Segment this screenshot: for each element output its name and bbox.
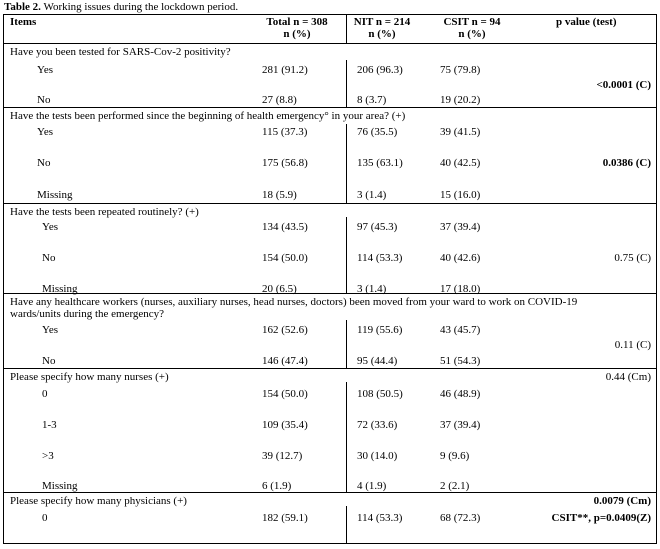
cell-csit: 68 (72.3) <box>440 512 481 524</box>
p-value: <0.0001 (C) <box>596 79 651 91</box>
header-nit: NIT n = 214 <box>353 16 411 28</box>
column-divider <box>346 506 347 544</box>
cell-total: 146 (47.4) <box>262 355 308 367</box>
row-label: No <box>37 94 51 106</box>
question: Have the tests been repeated routinely? (+) <box>10 206 199 218</box>
cell-total: 27 (8.8) <box>262 94 297 106</box>
cell-nit: 76 (35.5) <box>357 126 398 138</box>
cell-csit: 15 (16.0) <box>440 189 481 201</box>
header-items: Items <box>10 16 37 28</box>
cell-total: 18 (5.9) <box>262 189 297 201</box>
column-divider <box>346 124 347 203</box>
cell-nit: 135 (63.1) <box>357 157 403 169</box>
cell-nit: 119 (55.6) <box>357 324 403 336</box>
cell-nit: 206 (96.3) <box>357 64 403 76</box>
post-hoc-note: CSIT**, p=0.0409(Z) <box>551 512 651 524</box>
p-value: 0.11 (C) <box>614 339 651 351</box>
cell-nit: 95 (44.4) <box>357 355 398 367</box>
cell-total: 162 (52.6) <box>262 324 308 336</box>
question: Have you been tested for SARS-Cov-2 positivity? <box>10 46 231 58</box>
question: Have the tests been performed since the beginning of health emergency° in your area? (+) <box>10 110 406 122</box>
cell-csit: 75 (79.8) <box>440 64 481 76</box>
cell-nit: 108 (50.5) <box>357 388 403 400</box>
header-divider <box>4 43 656 44</box>
row-label: Yes <box>37 64 54 76</box>
row-label: Missing <box>42 480 78 492</box>
cell-total: 182 (59.1) <box>262 512 308 524</box>
cell-csit: 40 (42.6) <box>440 252 481 264</box>
header-csit: CSIT n = 94 <box>443 16 501 28</box>
cell-nit: 30 (14.0) <box>357 450 398 462</box>
cell-csit: 46 (48.9) <box>440 388 481 400</box>
cell-total: 39 (12.7) <box>262 450 303 462</box>
cell-nit: 3 (1.4) <box>357 189 387 201</box>
row-label: No <box>42 355 56 367</box>
table-caption: Working issues during the lockdown period. <box>43 1 239 13</box>
cell-total: 20 (6.5) <box>262 283 297 295</box>
column-divider <box>346 217 347 293</box>
p-value: 0.44 (Cm) <box>605 371 651 383</box>
cell-total: 6 (1.9) <box>262 480 292 492</box>
header-nit-unit: n (%) <box>368 28 396 40</box>
cell-total: 109 (35.4) <box>262 419 308 431</box>
table-label: Table 2. <box>4 1 41 13</box>
cell-nit: 8 (3.7) <box>357 94 387 106</box>
row-label: Yes <box>37 126 54 138</box>
cell-csit: 37 (39.4) <box>440 221 481 233</box>
row-label: Yes <box>42 221 59 233</box>
cell-csit: 9 (9.6) <box>440 450 470 462</box>
cell-csit: 2 (2.1) <box>440 480 470 492</box>
section-divider <box>4 368 656 369</box>
cell-total: 281 (91.2) <box>262 64 308 76</box>
cell-nit: 114 (53.3) <box>357 252 403 264</box>
cell-total: 154 (50.0) <box>262 252 308 264</box>
cell-csit: 51 (54.3) <box>440 355 481 367</box>
cell-csit: 39 (41.5) <box>440 126 481 138</box>
question: Please specify how many nurses (+) <box>10 371 169 383</box>
p-value: 0.0079 (Cm) <box>593 495 651 507</box>
section-divider <box>4 492 656 493</box>
header-p: p value (test) <box>556 16 617 28</box>
cell-nit: 4 (1.9) <box>357 480 387 492</box>
row-label: Missing <box>42 283 78 295</box>
cell-nit: 97 (45.3) <box>357 221 398 233</box>
cell-nit: 3 (1.4) <box>357 283 387 295</box>
section-divider <box>4 203 656 204</box>
cell-total: 134 (43.5) <box>262 221 308 233</box>
row-label: 0 <box>42 512 48 524</box>
cell-csit: 37 (39.4) <box>440 419 481 431</box>
p-value: 0.0386 (C) <box>602 157 651 169</box>
table-frame <box>3 14 657 544</box>
p-value: 0.75 (C) <box>614 252 651 264</box>
row-label: No <box>37 157 51 169</box>
row-label: No <box>42 252 56 264</box>
cell-csit: 17 (18.0) <box>440 283 481 295</box>
table-title <box>4 1 238 14</box>
question: Have any healthcare workers (nurses, auxiliary nurses, head nurses, doctors) been moved from your ward to work on COVID-19 <box>10 296 578 308</box>
header-total-unit: n (%) <box>283 28 311 40</box>
cell-csit: 43 (45.7) <box>440 324 481 336</box>
section-divider <box>4 293 656 294</box>
row-label: 1-3 <box>42 419 57 431</box>
row-label: Missing <box>37 189 73 201</box>
column-divider <box>346 320 347 368</box>
column-divider <box>346 382 347 492</box>
header-total: Total n = 308 <box>266 16 328 28</box>
cell-total: 115 (37.3) <box>262 126 308 138</box>
row-label: >3 <box>42 450 54 462</box>
header-csit-unit: n (%) <box>458 28 486 40</box>
cell-total: 175 (56.8) <box>262 157 308 169</box>
cell-csit: 40 (42.5) <box>440 157 481 169</box>
cell-csit: 19 (20.2) <box>440 94 481 106</box>
cell-nit: 72 (33.6) <box>357 419 398 431</box>
row-label: Yes <box>42 324 59 336</box>
column-divider <box>346 60 347 107</box>
question-continued: wards/units during the emergency? <box>10 308 165 320</box>
cell-nit: 114 (53.3) <box>357 512 403 524</box>
cell-total: 154 (50.0) <box>262 388 308 400</box>
question: Please specify how many physicians (+) <box>10 495 187 507</box>
section-divider <box>4 107 656 108</box>
row-label: 0 <box>42 388 48 400</box>
